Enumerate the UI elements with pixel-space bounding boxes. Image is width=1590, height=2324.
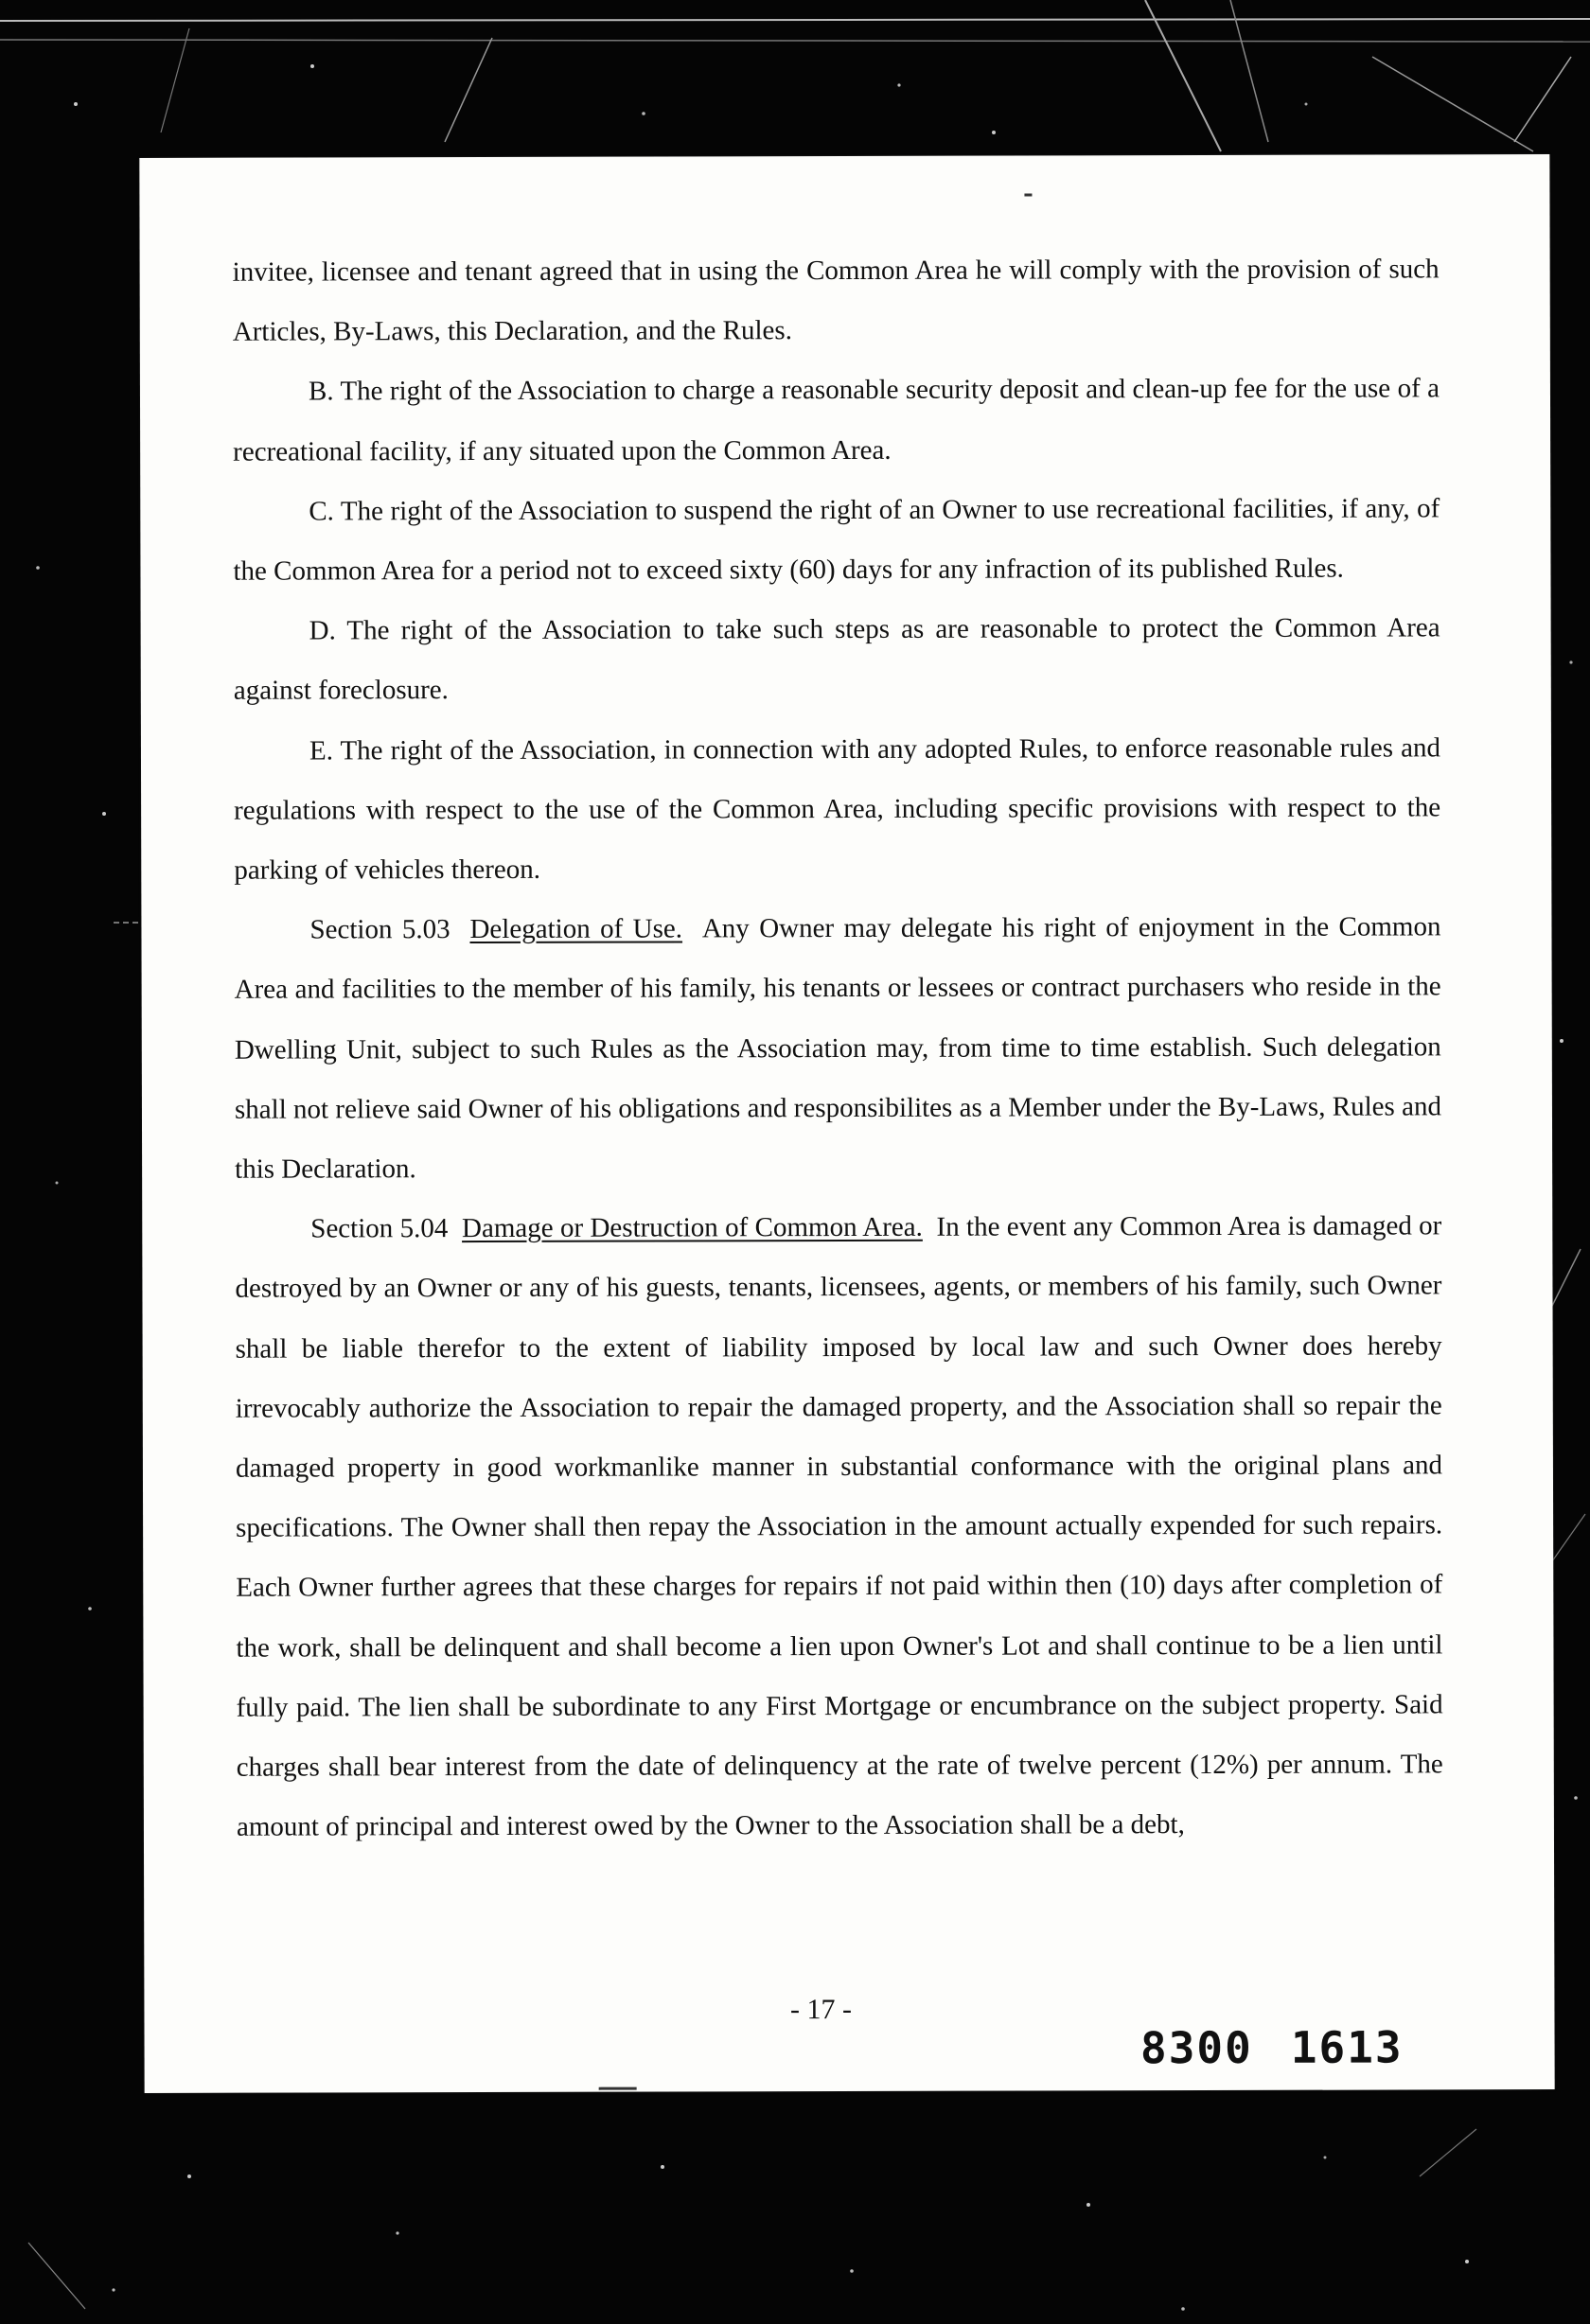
- document-body: [233, 239, 1443, 1857]
- paragraph-e: E. The right of the Association, in connection with any adopted Rules, to enforce reasonable rules and regulations with respect to the use of the Common Area, including specific provisions with respect to the parking of vehicles thereon.: [234, 731, 1441, 886]
- stray-mark: [599, 2087, 637, 2090]
- section-5-03-body: Any Owner may delegate his right of enjoyment in the Common Area and facilities to the member of his family, his tenants or lessees or contract purchasers who reside in the Dwelling Unit, subject to such Rules as the Association may, from time to time establish. Such delegation shall not relieve said Owner of his obligations and responsibilites as a Member under the By-Laws, Rules and this Declaration.: [234, 911, 1441, 1185]
- section-5-04-title: Damage or Destruction of Common Area.: [461, 1212, 923, 1244]
- stray-mark: [1024, 193, 1032, 196]
- document-page: [139, 154, 1554, 2093]
- section-5-04-body: In the event any Common Area is damaged or destroyed by an Owner or any of his guests, tenants, licensees, agents, or members of his family, such Owner shall be liable therefor to the extent of liability imposed by local law and such Owner does hereby irrevocably authorize the Association to repair the damaged property, and the Association shall so repair the damaged property in good workmanlike manner in substantial conformance with the original plans and specifications. The Owner shall then repay the Association in the amount actually expended for such repairs. Each Owner further agrees that these charges for repairs if not paid within then (10) days after completion of the work, shall be delinquent and shall become a lien upon Owner's Lot and shall continue to be a lien until fully paid. The lien shall be subordinate to any First Mortgage or encumbrance on the subject property. Said charges shall bear interest from the date of delinquency at the rate of twelve percent (12%) per annum. The amount of principal and interest owed by the Owner to the Association shall be a debt,: [235, 1210, 1443, 1842]
- section-5-03-number: Section 5.03: [309, 914, 450, 945]
- section-5-04-number: Section 5.04: [310, 1213, 449, 1244]
- recording-page: 1613: [1290, 2021, 1404, 2073]
- section-5-03: [234, 898, 1441, 1200]
- paragraph-d: D. The right of the Association to take such steps as are reasonable to protect the Common Area against foreclosure.: [233, 612, 1440, 707]
- section-5-04: [235, 1197, 1443, 1858]
- paragraph-b: B. The right of the Association to charge a reasonable security deposit and clean-up fee for the use of a recreational facility, if any situated upon the Common Area.: [233, 373, 1440, 467]
- paragraph-continuation: invitee, licensee and tenant agreed that in using the Common Area he will comply with the provision of such Articles, By-Laws, this Declaration, and the Rules.: [232, 254, 1440, 347]
- paragraph-c: C. The right of the Association to suspend the right of an Owner to use recreational facilities, if any, of the Common Area for a period not to exceed sixty (60) days for any infraction of its published Rules.: [233, 493, 1440, 587]
- recording-book: 8300: [1140, 2021, 1253, 2074]
- section-5-03-title: Delegation of Use.: [469, 913, 683, 945]
- page-number: - 17 -: [789, 1993, 852, 2026]
- recording-book-page-stamp: [1140, 2021, 1404, 2073]
